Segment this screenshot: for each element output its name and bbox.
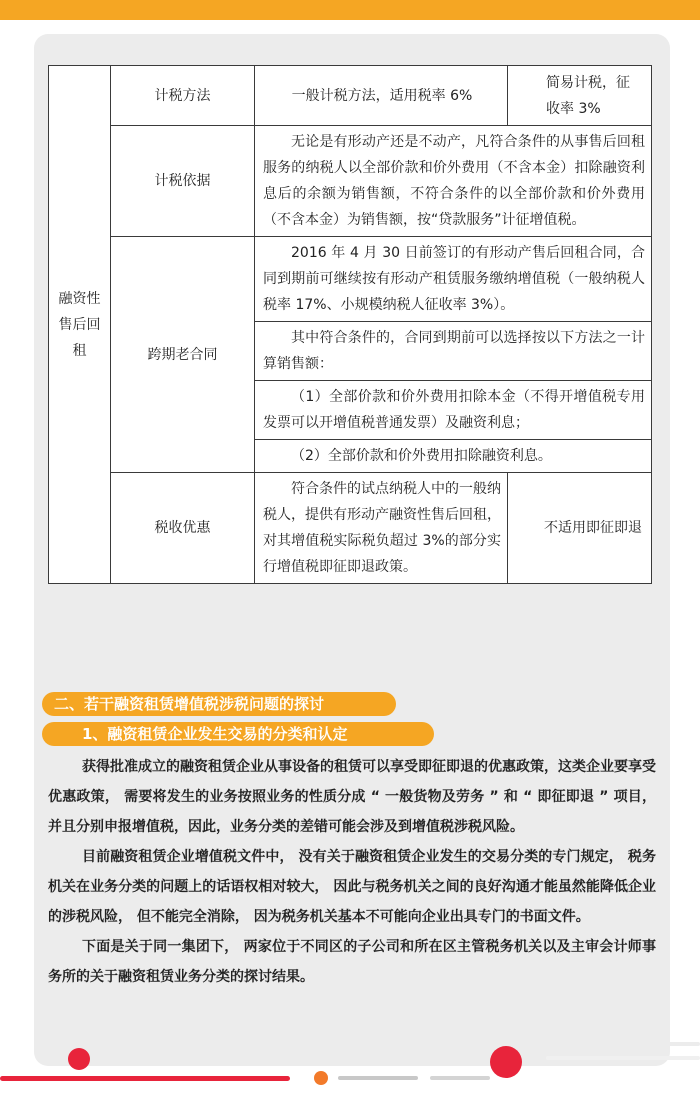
decor-grey-line	[430, 1076, 490, 1080]
old-contract-label-cell: 跨期老合同	[111, 237, 255, 473]
basis-text-cell: 无论是有形动产还是不动产，凡符合条件的从事售后回租服务的纳税人以全部价款和价外费用（不含本金）扣除融资利息后的余额为销售额，不符合条件的以全部价款和价外费用（不含本金）为销售额，按“贷款服务”计征增值税。	[255, 126, 652, 237]
old-contract-p4-cell: （2）全部价款和价外费用扣除融资利息。	[255, 440, 652, 473]
basis-label-cell: 计税依据	[111, 126, 255, 237]
incentive-text-cell: 符合条件的试点纳税人中的一般纳税人，提供有形动产融资性售后回租，对其增值税实际税负超过 3%的部分实行增值税即征即退政策。	[255, 473, 508, 584]
section-title: 二、若干融资租赁增值税涉税问题的探讨	[42, 692, 396, 716]
article-body	[48, 752, 656, 992]
tax-table	[48, 65, 652, 584]
table-row	[49, 473, 652, 584]
method-simple-cell: 简易计税，征收率 3%	[508, 66, 652, 126]
paragraph: 下面是关于同一集团下， 两家位于不同区的子公司和所在区主管税务机关以及主审会计师事务所的关于融资租赁业务分类的探讨结果。	[48, 939, 656, 985]
old-contract-p1-cell: 2016 年 4 月 30 日前签订的有形动产售后回租合同，合同到期前可继续按有形动产租赁服务缴纳增值税（一般纳税人税率 17%、小规模纳税人征收率 3%）。	[255, 237, 652, 322]
incentive-label-cell: 税收优惠	[111, 473, 255, 584]
method-label-cell: 计税方法	[111, 66, 255, 126]
decor-red-dot-large	[490, 1046, 522, 1078]
paragraph: 目前融资租赁企业增值税文件中， 没有关于融资租赁企业发生的交易分类的专门规定， 税务机关在业务分类的问题上的话语权相对较大， 因此与税务机关之间的良好沟通才能虽然能降低企业的涉税风险， 但不能完全消除， 因为税务机关基本不可能向企业出具专门的书面文件。	[48, 849, 656, 925]
decor-red-line	[0, 1076, 290, 1081]
main-category-cell: 融资性售后回租	[49, 66, 111, 584]
top-accent-bar	[0, 0, 700, 20]
subsection-title: 1、融资租赁企业发生交易的分类和认定	[42, 722, 434, 746]
table-row	[49, 126, 652, 237]
decor-red-dot	[68, 1048, 90, 1070]
incentive-simple-cell: 不适用即征即退	[508, 473, 652, 584]
decor-orange-dot	[314, 1071, 328, 1085]
table-row	[49, 66, 652, 126]
paragraph: 获得批准成立的融资租赁企业从事设备的租赁可以享受即征即退的优惠政策，这类企业要享受优惠政策， 需要将发生的业务按照业务的性质分成 “ 一般货物及劳务 ” 和 “ 即征即退 ” 项目，并且分别申报增值税，因此，业务分类的差错可能会涉及到增值税涉税风险。	[48, 759, 656, 835]
old-contract-p3-cell: （1）全部价款和价外费用扣除本金（不得开增值税专用发票可以开增值税普通发票）及融资利息；	[255, 381, 652, 440]
decor-grey-line	[338, 1076, 418, 1080]
old-contract-p2-cell: 其中符合条件的，合同到期前可以选择按以下方法之一计算销售额：	[255, 322, 652, 381]
method-general-cell: 一般计税方法，适用税率 6%	[255, 66, 508, 126]
decor-grey-line	[546, 1056, 700, 1060]
decor-grey-line	[532, 1042, 700, 1046]
table-row	[49, 237, 652, 322]
